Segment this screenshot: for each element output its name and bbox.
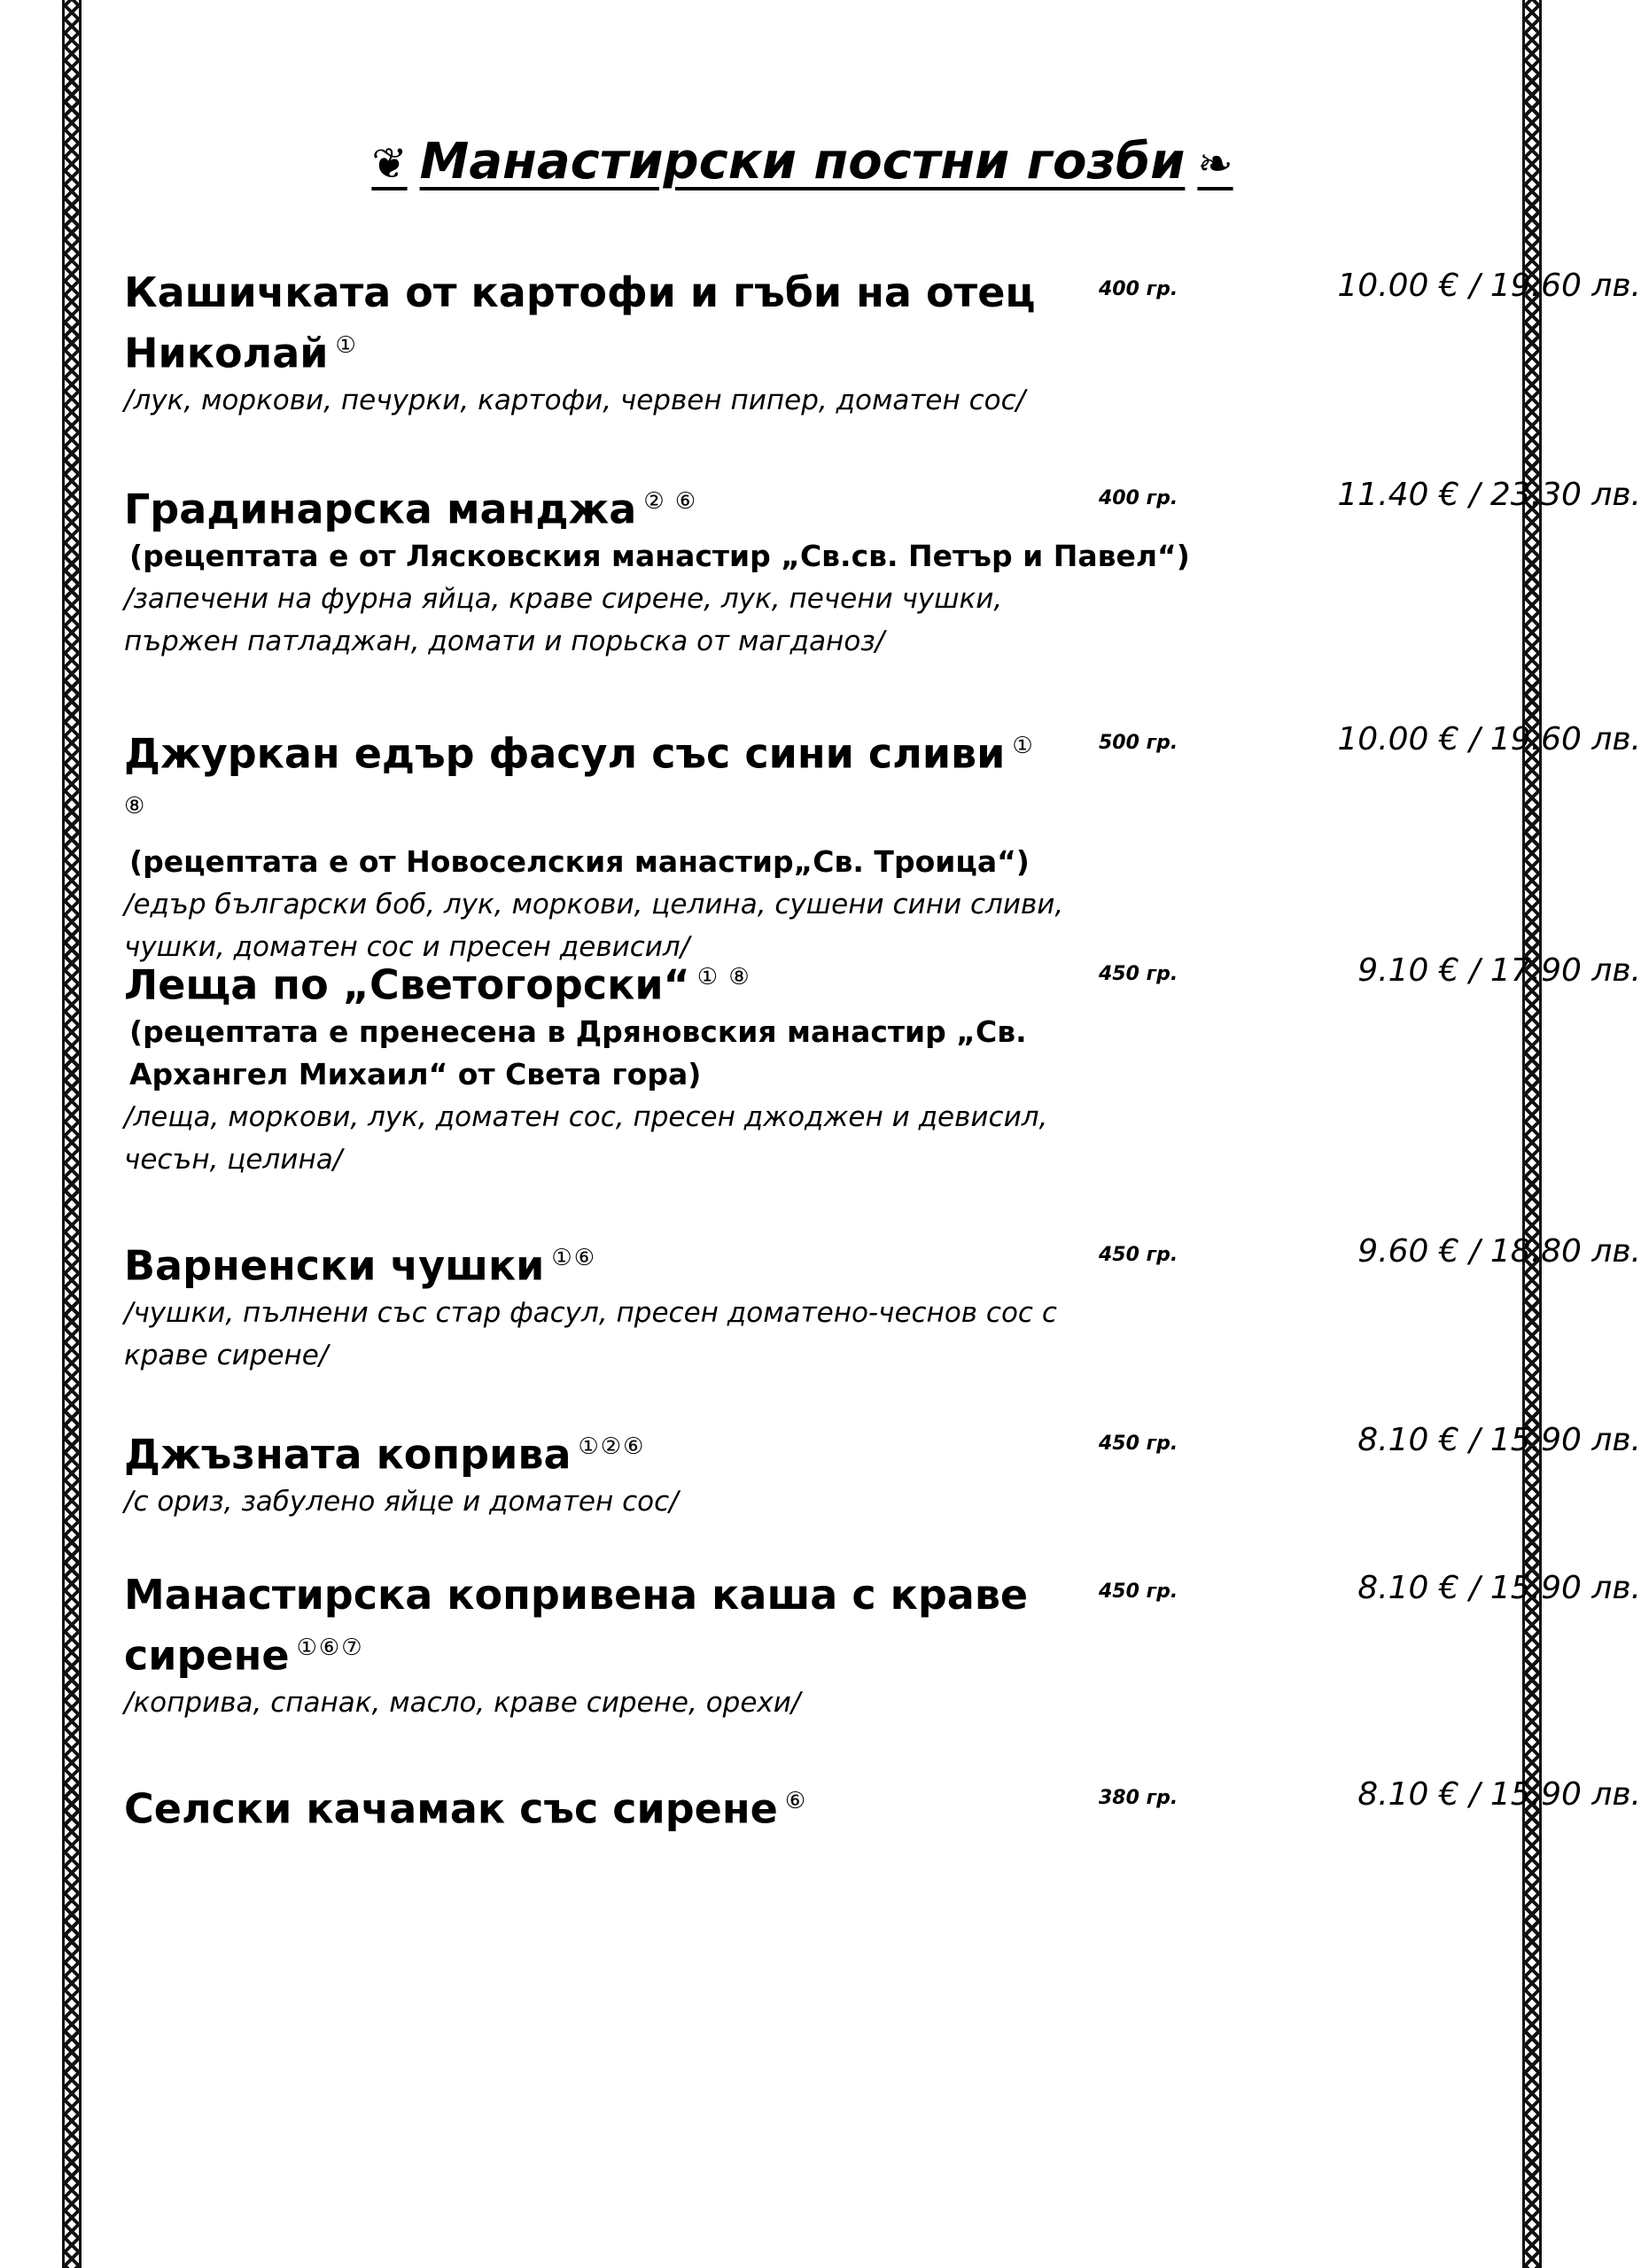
ornament-right-icon: ❧ [1197,139,1233,189]
menu-item-name: Кашичката от картофи и гъби на отец Николай ① [124,268,1036,377]
decorative-border-left [62,0,82,2268]
menu-item-note: (рецептата е пренесена в Дряновския манастир „Св. Архангел Михаил“ от Света гора) [129,1014,1027,1092]
menu-item-price: 9.10 € / 17.90 лв. [1357,952,1641,989]
menu-item-name: Варненски чушки ①⑥ [124,1241,597,1290]
menu-item-description: /лук, моркови, печурки, картофи, червен пипер, доматен сос/ [124,384,1026,417]
menu-item-price: 8.10 € / 15.90 лв. [1357,1422,1641,1458]
allergen-markers: ① ⑧ [124,733,1035,820]
menu-item [124,266,1641,422]
page-title [0,133,1605,190]
allergen-markers: ② ⑥ [643,488,698,515]
menu-item-price: 8.10 € / 15.90 лв. [1357,1776,1641,1813]
menu-item-name: Градинарска манджа ② ⑥ [124,485,698,533]
menu-item [124,719,1641,968]
menu-item-description: /чушки, пълнени със стар фасул, пресен доматено-чеснов сос с краве сирене/ [124,1297,1057,1372]
allergen-markers: ① ⑧ [696,964,751,990]
menu-item-price: 10.00 € / 19.60 лв. [1337,721,1641,757]
menu-item-description: /с ориз, забулено яйце и доматен сос/ [124,1486,679,1518]
menu-item-price: 9.60 € / 18.80 лв. [1357,1233,1641,1270]
menu-item-name: Селски качамак със сирене ⑥ [124,1784,808,1833]
menu-item-weight: 450 гр. [1099,1581,1178,1603]
menu-item-price: 10.00 € / 19.60 лв. [1337,268,1641,304]
menu-item-weight: 500 гр. [1099,732,1178,754]
menu-item-note: (рецептата е от Лясковския манастир „Св.св. Петър и Павел“) [129,539,1190,574]
page-title-text: Манастирски постни гозби [419,133,1186,190]
menu-item [124,1420,1641,1523]
menu-item [124,475,1641,663]
menu-item-weight: 400 гр. [1099,487,1178,509]
menu-item-description: /едър български боб, лук, моркови, целина, сушени сини сливи, чушки, доматен сос и пресен девисил/ [124,888,1064,963]
menu-item-price: 8.10 € / 15.90 лв. [1357,1570,1641,1606]
menu-item-description: /запечени на фурна яйца, краве сирене, лук, печени чушки, пържен патладжан, домати и порьска от магданоз/ [124,583,1003,658]
decorative-border-right [1522,0,1542,2268]
menu-item [124,1775,1641,1835]
menu-item-name: Леща по „Светогорски“ ① ⑧ [124,960,751,1009]
allergen-markers: ①⑥⑦ [296,1635,364,1661]
menu-item-weight: 450 гр. [1099,1244,1178,1266]
menu-item-weight: 400 гр. [1099,278,1178,300]
allergen-markers: ①⑥ [551,1245,597,1271]
menu-item-price: 11.40 € / 23.30 лв. [1337,477,1641,513]
menu-item-name: Джъзната коприва ①②⑥ [124,1430,646,1479]
ornament-left-icon: ❦ [371,139,408,189]
menu-item [124,1568,1641,1724]
menu-item-name: Джуркан едър фасул със сини сливи ① ⑧ [124,729,1035,820]
menu-item [124,1231,1641,1377]
menu-item-note: (рецептата е от Новоселския манастир„Св. Троица“) [129,843,1030,879]
menu-item-weight: 450 гр. [1099,1433,1178,1455]
menu-item [124,951,1641,1181]
menu-item-weight: 380 гр. [1099,1787,1178,1809]
menu-item-name: Манастирска копривена каша с краве сирене ①⑥⑦ [124,1571,1029,1680]
allergen-markers: ⑥ [784,1788,808,1814]
menu-item-description: /коприва, спанак, масло, краве сирене, орехи/ [124,1687,801,1720]
menu-item-weight: 450 гр. [1099,963,1178,985]
allergen-markers: ① [335,332,358,359]
menu-item-description: /леща, моркови, лук, доматен сос, пресен джоджен и девисил, чесън, целина/ [124,1101,1048,1177]
allergen-markers: ①②⑥ [578,1433,646,1460]
